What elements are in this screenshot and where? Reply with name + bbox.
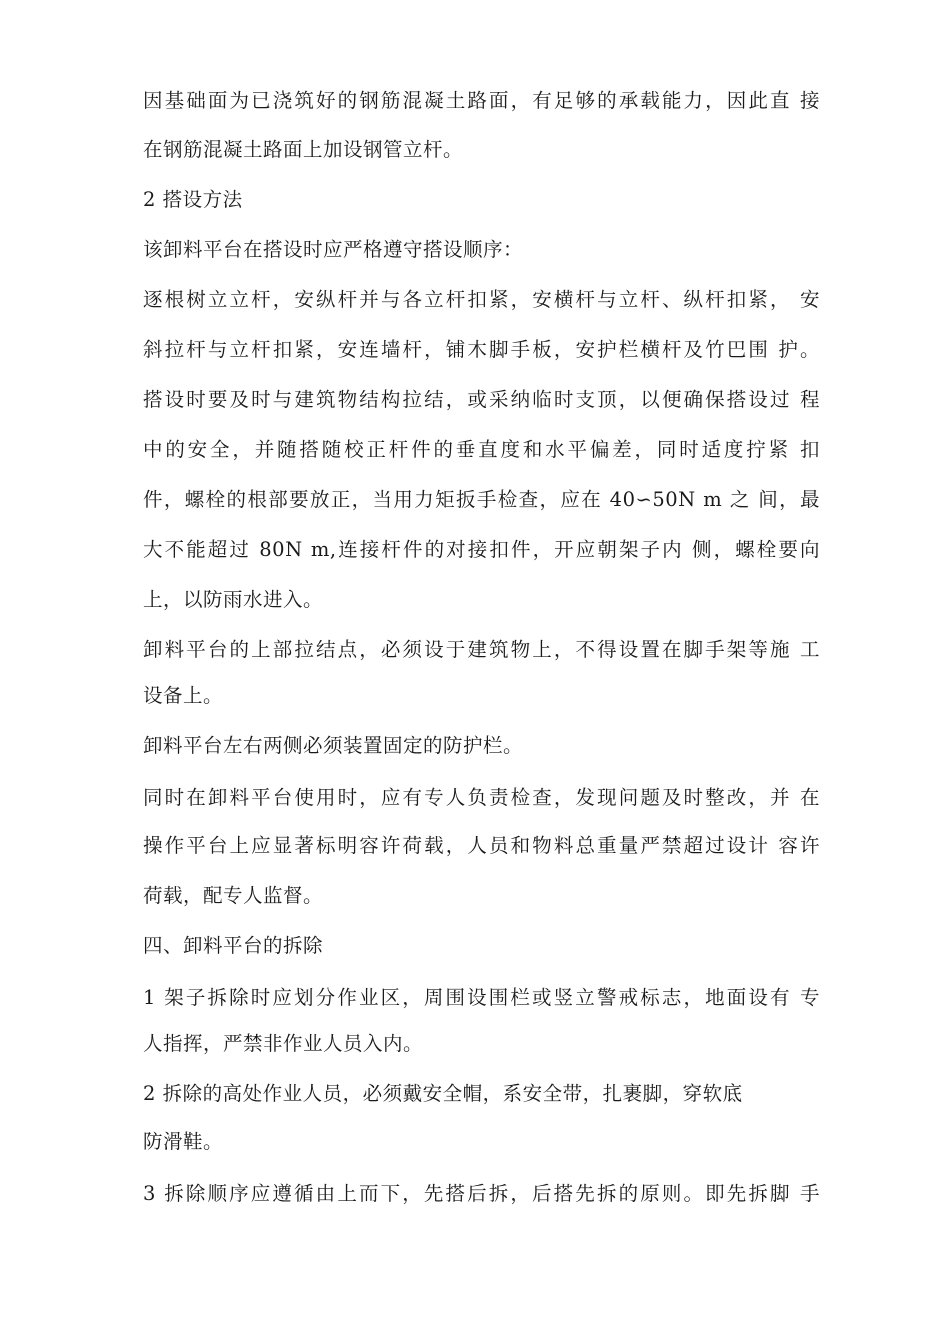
text-line-17: 荷载，配专人监督。: [143, 884, 324, 907]
text-line-14: 卸料平台左右两侧必须装置固定的防护栏。: [143, 734, 524, 757]
text-line-16: 操作平台上应显著标明容许荷载，人员和物料总重量严禁超过设计 容许: [143, 834, 820, 857]
text-line-10: 大不能超过 80N m,连接杆件的对接扣件，开应朝架子内 侧，螺栓要向: [143, 538, 820, 561]
text-line-13: 设备上。: [143, 684, 224, 707]
section-heading-dismantling: 四、卸料平台的拆除: [143, 934, 324, 957]
text-line-15: 同时在卸料平台使用时，应有专人负责检查，发现问题及时整改，并 在: [143, 786, 820, 809]
text-line-11: 上，以防雨水进入。: [143, 588, 324, 611]
text-line-23: 3 拆除顺序应遵循由上而下，先搭后拆，后搭先拆的原则。即先拆脚 手: [143, 1182, 820, 1205]
text-line-4: 该卸料平台在搭设时应严格遵守搭设顺序：: [143, 238, 524, 261]
text-line-8: 中的安全，并随搭随校正杆件的垂直度和水平偏差，同时适度拧紧 扣: [143, 438, 820, 461]
text-line-20: 人指挥，严禁非作业人员入内。: [143, 1032, 424, 1055]
text-line-9: 件，螺栓的根部要放正，当用力矩扳手检查，应在 40∽50N m 之 间，最: [143, 488, 820, 511]
text-line-19: 1 架子拆除时应划分作业区，周围设围栏或竖立警戒标志，地面设有 专: [143, 986, 820, 1009]
text-line-21: 2 拆除的高处作业人员，必须戴安全帽，系安全带，扎裹脚，穿软底: [143, 1082, 743, 1105]
text-line-2: 在钢筋混凝土路面上加设钢管立杆。: [143, 138, 464, 161]
text-line-5: 逐根树立立杆，安纵杆并与各立杆扣紧，安横杆与立杆、纵杆扣紧， 安: [143, 288, 820, 311]
text-line-12: 卸料平台的上部拉结点，必须设于建筑物上，不得设置在脚手架等施 工: [143, 638, 820, 661]
text-line-1: 因基础面为已浇筑好的钢筋混凝土路面，有足够的承载能力，因此直 接: [143, 89, 820, 112]
text-line-7: 搭设时要及时与建筑物结构拉结，或采纳临时支顶，以便确保搭设过 程: [143, 388, 820, 411]
section-heading-setup-method: 2 搭设方法: [143, 188, 243, 211]
text-line-6: 斜拉杆与立杆扣紧，安连墙杆，铺木脚手板，安护栏横杆及竹巴围 护。: [143, 338, 820, 361]
text-line-22: 防滑鞋。: [143, 1130, 224, 1153]
